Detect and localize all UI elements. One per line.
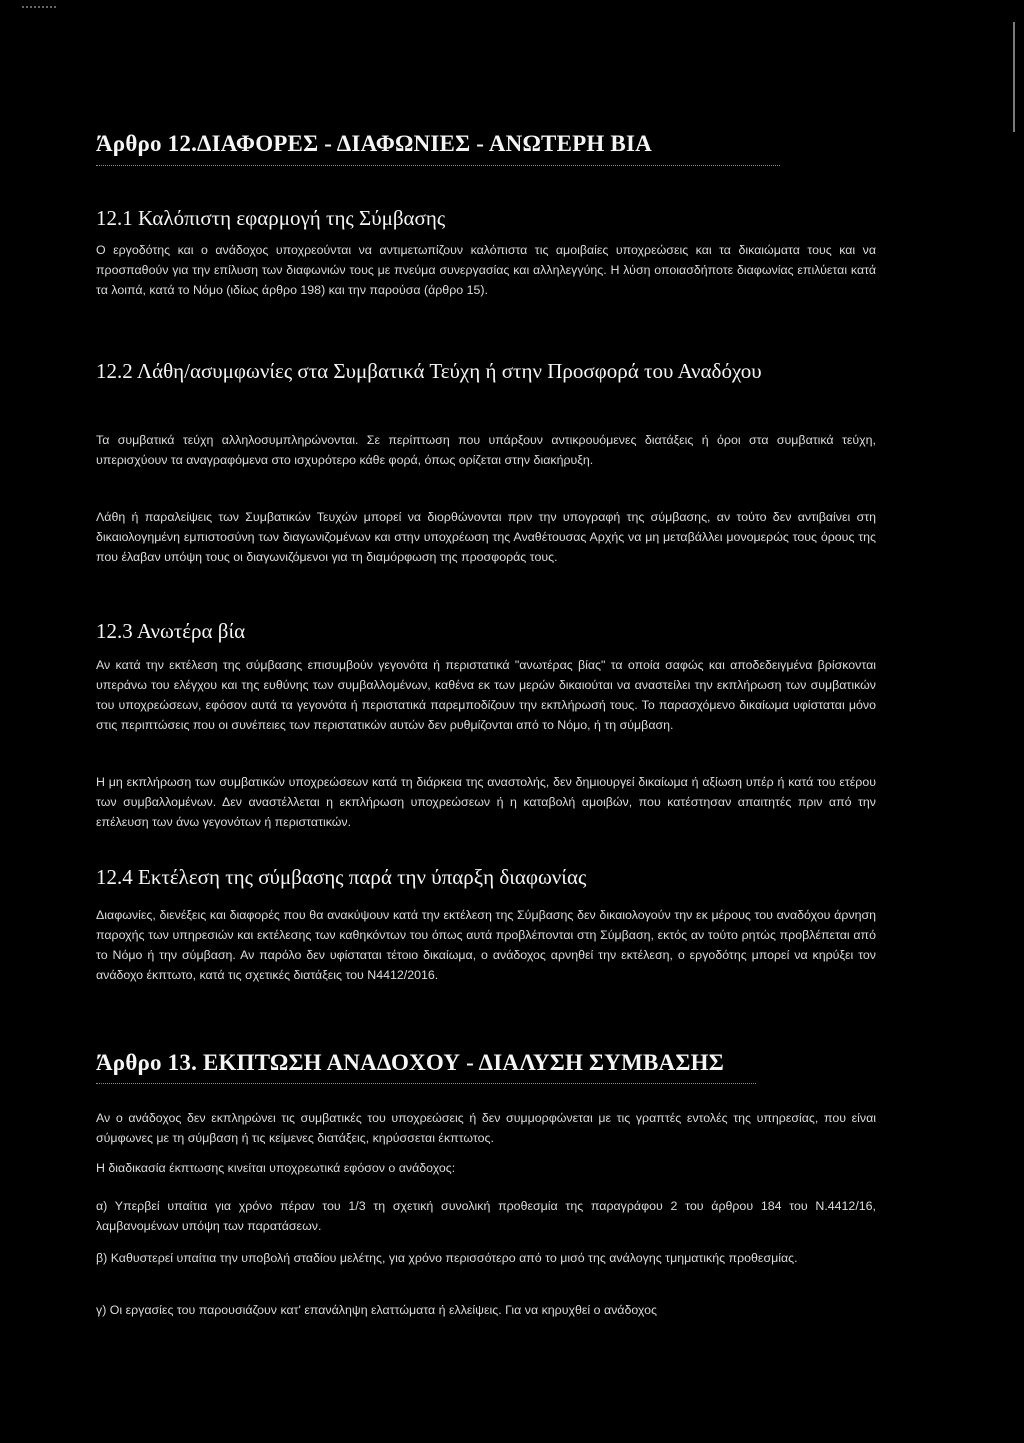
scan-edge — [1013, 22, 1015, 132]
section-12-3-paragraph-2: Η μη εκπλήρωση των συμβατικών υποχρεώσεων κατά τη διάρκεια της αναστολής, δεν δημιουργεί δικαίωμα ή αξίωση υπέρ ή κατά του ετέρου των συμβαλλομένων. Δεν αναστέλλεται η εκπλήρωση υποχρεώσεων ή η καταβολή αμοιβών, που κατέστησαν απαιτητές πριν από την επέλευση των άνω γεγονότων ή περιστατικών. — [96, 775, 876, 829]
section-12-2-title: 12.2 Λάθη/ασυμφωνίες στα Συμβατικά Τεύχη ή στην Προσφορά του Αναδόχου — [96, 359, 762, 383]
section-12-3-paragraph-1: Αν κατά την εκτέλεση της σύμβασης επισυμβούν γεγονότα ή περιστατικά "ανωτέρας βίας" τα οποία σαφώς και αποδεδειγμένα βρίσκονται υπεράνω του ελέγχου και της ευθύνης των συμβαλλομένων, καθένα εκ των μερών δικαιούται να αναστείλει την εκπλήρωση των συμβατικών του υποχρεώσεων, εφόσον αυτά τα γεγονότα ή περιστατικά παρεμποδίζουν την εκπλήρωσή τους. Το παρασχόμενο δικαίωμα υφίσταται μόνο στις περιπτώσεις που οι συνέπειες των περιστατικών αυτών δεν ρυθμίζονται από το Νόμο, ή τη σύμβαση. — [96, 658, 876, 732]
section-12-3-title: 12.3 Ανωτέρα βία — [96, 619, 246, 643]
article-13-paragraph-2: Η διαδικασία έκπτωσης κινείται υποχρεωτικά εφόσον ο ανάδοχος: — [96, 1161, 456, 1175]
section-12-1-paragraph: Ο εργοδότης και ο ανάδοχος υποχρεούνται να αντιμετωπίζουν καλόπιστα τις αμοιβαίες υποχρεώσεις και τα δικαιώματα τους και να προσπαθούν για την επίλυση των διαφωνιών τους με πνεύμα συνεργασίας και αλληλεγγύης. Η λύση οποιασδήποτε διαφωνίας επιλύεται κατά τα λοιπά, κατά το Νόμο (ιδίως άρθρο 198) και την παρούσα (άρθρο 15). — [96, 243, 876, 297]
article-13-item-c: γ) Οι εργασίες του παρουσιάζουν κατ' επανάληψη ελαττώματα ή ελλείψεις. Για να κηρυχθεί ο ανάδοχος — [96, 1303, 657, 1317]
section-12-4-title: 12.4 Εκτέλεση της σύμβασης παρά την ύπαρξη διαφωνίας — [96, 865, 587, 889]
article-12-title: Άρθρο 12.ΔΙΑΦΟΡΕΣ - ΔΙΑΦΩΝΙΕΣ - ΑΝΩΤΕΡΗ ΒΙΑ — [96, 131, 652, 156]
section-12-2-paragraph-2: Λάθη ή παραλείψεις των Συμβατικών Τευχών μπορεί να διορθώνονται πριν την υπογραφή της σύμβασης, αν τούτο δεν αντιβαίνει στη δικαιολογημένη εμπιστοσύνη των διαγωνιζομένων και στην υποχρέωση της Αναθέτουσας Αρχής να μη μεταβάλλει μονομερώς τους όρους της που έλαβαν υπόψη τους οι διαγωνιζόμενοι για τη διαμόρφωση της προσφοράς τους. — [96, 510, 876, 564]
section-12-2-paragraph-1: Τα συμβατικά τεύχη αλληλοσυμπληρώνονται. Σε περίπτωση που υπάρξουν αντικρουόμενες διατάξεις ή όροι στα συμβατικά τεύχη, υπερισχύουν τα αναγραφόμενα στο ισχυρότερο κάθε φορά, όπως ορίζεται στην διακήρυξη. — [96, 433, 876, 467]
article-13-paragraph-1: Αν ο ανάδοχος δεν εκπληρώνει τις συμβατικές του υποχρεώσεις ή δεν συμμορφώνεται με τις γραπτές εντολές της υπηρεσίας, που είναι σύμφωνες με τη σύμβαση ή τις κείμενες διατάξεις, κηρύσσεται έκπτωτος. — [96, 1111, 876, 1145]
section-12-1-title: 12.1 Καλόπιστη εφαρμογή της Σύμβασης — [96, 206, 446, 230]
section-12-4-paragraph: Διαφωνίες, διενέξεις και διαφορές που θα ανακύψουν κατά την εκτέλεση της Σύμβασης δεν δικαιολογούν την εκ μέρους του αναδόχου άρνηση παροχής των υπηρεσιών και εκτέλεσης των καθηκόντων του όπως αυτά προβλέπονται στη Σύμβαση, εκτός αν τούτο ρητώς προβλέπεται από το Νόμο ή την σύμβαση. Αν παρόλο δεν υφίσταται τέτοιο δικαίωμα, ο ανάδοχος αρνηθεί την εκτέλεση, ο εργοδότης μπορεί να κηρύξει τον ανάδοχο έκπτωτο, κατά τις σχετικές διατάξεις του Ν4412/2016. — [96, 908, 876, 982]
article-13-title: Άρθρο 13. ΕΚΠΤΩΣΗ ΑΝΑΔΟΧΟΥ - ΔΙΑΛΥΣΗ ΣΥΜΒΑΣΗΣ — [96, 1050, 724, 1075]
article-13-item-a: α) Υπερβεί υπαίτια για χρόνο πέραν του 1/3 τη σχετική συνολική προθεσμία της παραγράφου 2 του άρθρου 184 του Ν.4412/16, λαμβανομένων υπόψη των παρατάσεων. — [96, 1199, 876, 1233]
article-12-divider — [96, 165, 780, 166]
scan-mark — [22, 6, 56, 12]
article-13-item-b: β) Καθυστερεί υπαίτια την υποβολή σταδίου μελέτης, για χρόνο περισσότερο από το μισό της ανάλογης τμηματικής προθεσμίας. — [96, 1251, 798, 1265]
article-13-divider — [96, 1083, 756, 1084]
